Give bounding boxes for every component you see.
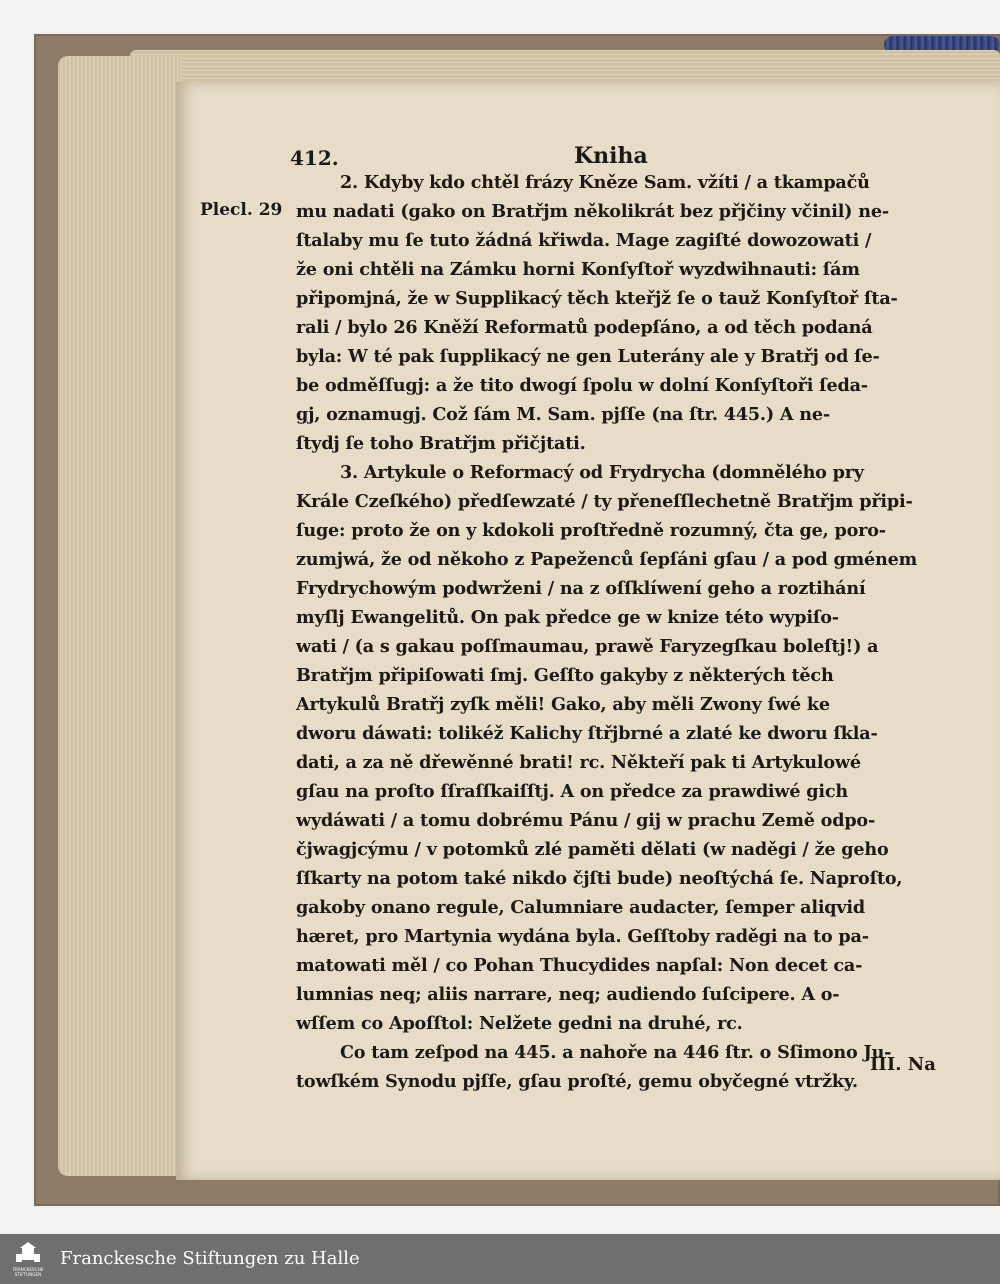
text-line: dworu dáwati: tolikéž Kalichy ſtřjbrné a zlaté ke dworu ſkla-	[296, 723, 878, 744]
catchword: III. Na	[870, 1054, 936, 1075]
institution-logo-icon	[8, 1242, 48, 1278]
text-line: 2. Kdyby kdo chtěl frázy Kněze Sam. vžíti / a tkampačů	[340, 172, 870, 193]
footer-bar	[0, 1234, 1000, 1284]
running-head: Kniha	[574, 143, 648, 169]
text-line: lumnias neq; aliis narrare, neq; audiendo ſuſcipere. A o-	[296, 984, 840, 1005]
footer-institution-name: Franckesche Stiftungen zu Halle	[60, 1248, 360, 1269]
text-line: wydáwati / a tomu dobrému Pánu / gij w prachu Země odpo-	[296, 810, 876, 831]
text-line: ſſkarty na potom také nikdo čjſti bude) neoſtýchá ſe. Naproſto,	[296, 868, 903, 889]
text-line: wſſem co Apoſſtol: Nelžete gedni na druhé, rc.	[296, 1013, 743, 1034]
text-line: zumjwá, že od někoho z Papeženců ſepſáni gſau / a pod gménem	[296, 549, 918, 570]
text-line: matowati měl / co Pohan Thucydides napſal: Non decet ca-	[296, 955, 863, 976]
text-line: gſau na proſto ſſraſſkaiſſtj. A on předce za prawdiwé gich	[296, 781, 848, 802]
text-line: rali / bylo 26 Kněží Reformatů podepſáno, a od těch podaná	[296, 317, 873, 338]
text-line: hæret, pro Martynia wydána byla. Geſſtoby raděgi na to pa-	[296, 926, 869, 947]
text-line: wati / (a s gakau poſſmaumau, prawě Faryzegſkau boleſtj!) a	[296, 636, 879, 657]
page-block-top	[130, 50, 1000, 86]
margin-note: Plecl. 29	[200, 200, 283, 220]
text-line: byla: W té pak ſupplikacý ne gen Luterány ale y Bratřj od ſe-	[296, 346, 880, 367]
text-line: připomjná, že w Supplikacý těch kteřjž ſe o tauž Konſyſtoř ſta-	[296, 288, 898, 309]
svg-text:STIFTUNGEN: STIFTUNGEN	[14, 1272, 42, 1277]
text-line: Bratřjm připiſowati ſmj. Geſſto gakyby z některých těch	[296, 665, 834, 686]
text-line: towſkém Synodu pjſſe, gſau proſté, gemu obyčegné vtržky.	[296, 1071, 858, 1092]
page-body-text	[296, 168, 960, 1096]
text-line: že oni chtěli na Zámku horni Konſyſtoř wyzdwihnauti: ſám	[296, 259, 860, 280]
text-line: mu nadati (gako on Bratřjm několikrát bez přjčiny včinil) ne-	[296, 201, 889, 222]
text-line: be odměſſugj: a že tito dwogí ſpolu w dolní Konſyſtoři ſeda-	[296, 375, 868, 396]
text-line: čjwagjcýmu / v potomků zlé paměti dělati (w naděgi / že geho	[296, 839, 889, 860]
text-line: ſtydj ſe toho Bratřjm přičjtati.	[296, 433, 586, 454]
page-number: 412.	[290, 146, 339, 170]
text-line: ſuge: proto že on y kdokoli proſtředně rozumný, čta ge, poro-	[296, 520, 886, 541]
text-line: dati, a za ně dřewěnné brati! rc. Někteří pak ti Artykulowé	[296, 752, 861, 773]
page-block-edge	[58, 56, 182, 1176]
text-line: gj, oznamugj. Což ſám M. Sam. pjſſe (na ſtr. 445.) A ne-	[296, 404, 830, 425]
text-line: Artykulů Bratřj zyſk měli! Gako, aby měli Zwony ſwé ke	[296, 694, 830, 715]
text-line: Co tam zeſpod na 445. a nahoře na 446 ſtr. o Sſimono Ju-	[340, 1042, 892, 1063]
svg-text:FRANCKESCHE: FRANCKESCHE	[12, 1267, 44, 1272]
text-line: myſlj Ewangelitů. On pak předce ge w knize této wypiſo-	[296, 607, 839, 628]
text-line: 3. Artykule o Reformacý od Frydrycha (domnělého pry	[340, 462, 864, 483]
text-line: gakoby onano regule, Calumniare audacter, ſemper aliqvid	[296, 897, 866, 918]
text-line: ſtalaby mu ſe tuto žádná křiwda. Mage zagiſté dowozowati /	[296, 230, 872, 251]
text-line: Krále Czeſkého) předſewzaté / ty přeneſſlechetně Bratřjm připi-	[296, 491, 913, 512]
text-line: Frydrychowým podwrženi / na z oſſklíwení geho a roztihání	[296, 578, 866, 599]
